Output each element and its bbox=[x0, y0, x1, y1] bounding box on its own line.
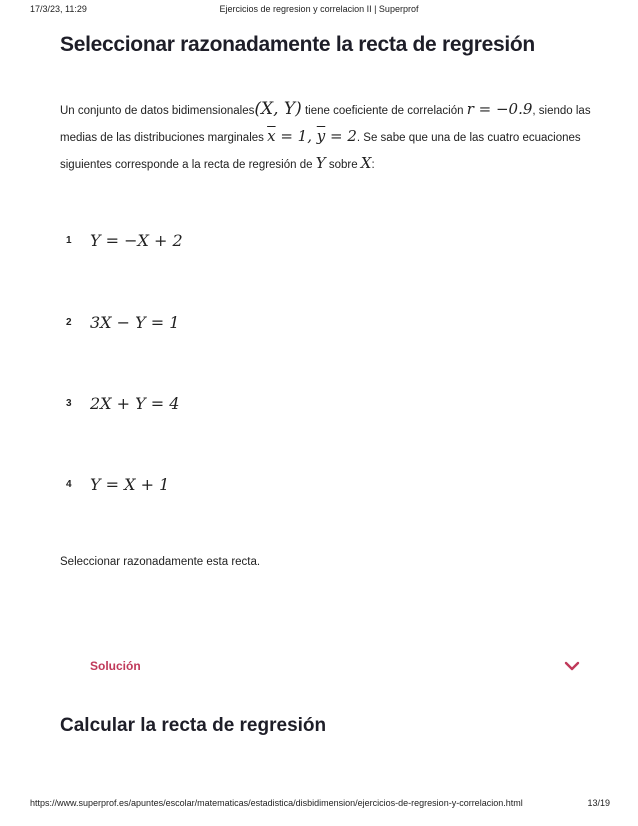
section-title: Seleccionar razonadamente la recta de regresión bbox=[60, 33, 535, 56]
math-correlation: r = −0.9 bbox=[466, 100, 533, 118]
statement-text: tiene coeficiente de correlación bbox=[301, 105, 467, 117]
statement-text: : bbox=[371, 159, 375, 171]
option-equation: 2X + Y = 4 bbox=[90, 393, 180, 413]
print-doc-title: Ejercicios de regresion y correlacion II | Superprof bbox=[219, 4, 419, 14]
problem-statement bbox=[60, 97, 600, 178]
section-title-2: Calcular la recta de regresión bbox=[60, 715, 327, 736]
option-number: 4 bbox=[66, 478, 72, 490]
option-equation: 3X − Y = 1 bbox=[90, 312, 180, 332]
print-header bbox=[0, 4, 638, 18]
math-pair: (X, Y) bbox=[254, 99, 302, 119]
option-1 bbox=[66, 227, 183, 253]
print-datetime: 17/3/23, 11:29 bbox=[30, 4, 87, 14]
option-2 bbox=[66, 309, 179, 335]
statement-text: , siendo las medias de las distribuciones marginales bbox=[60, 105, 591, 144]
math-mean-y-value: = 2 bbox=[325, 127, 357, 145]
solution-label[interactable]: Solución bbox=[90, 659, 141, 673]
math-mean-y-symbol: $\overline{y}$ bbox=[316, 127, 326, 145]
math-var-y: Y bbox=[315, 154, 326, 172]
print-footer bbox=[0, 798, 638, 812]
math-var-x: X bbox=[360, 154, 372, 172]
page-number: 13/19 bbox=[587, 798, 610, 808]
solution-toggle[interactable] bbox=[90, 657, 580, 677]
statement-text: Un conjunto de datos bidimensionales bbox=[60, 105, 255, 117]
option-3 bbox=[66, 390, 179, 416]
option-4 bbox=[66, 471, 169, 497]
option-number: 1 bbox=[66, 234, 72, 246]
math-mean-x-symbol: $\overline{x}$ bbox=[267, 127, 276, 145]
option-number: 3 bbox=[66, 397, 72, 409]
option-number: 2 bbox=[66, 316, 72, 328]
print-url: https://www.superprof.es/apuntes/escolar/matematicas/estadistica/disbidimension/ejercicios-de-regresion-y-correlacion.html bbox=[30, 798, 523, 808]
option-equation: Y = X + 1 bbox=[90, 474, 170, 494]
statement-text: sobre bbox=[325, 159, 361, 171]
statement-text: . Se sabe que una de las cuatro ecuaciones siguientes corresponde a la recta de regresión de bbox=[60, 132, 581, 171]
option-equation: Y = −X + 2 bbox=[90, 230, 183, 250]
chevron-down-icon[interactable] bbox=[564, 659, 580, 671]
task-prompt: Seleccionar razonadamente esta recta. bbox=[60, 556, 261, 568]
math-mean-x-value: = 1, bbox=[275, 127, 317, 145]
